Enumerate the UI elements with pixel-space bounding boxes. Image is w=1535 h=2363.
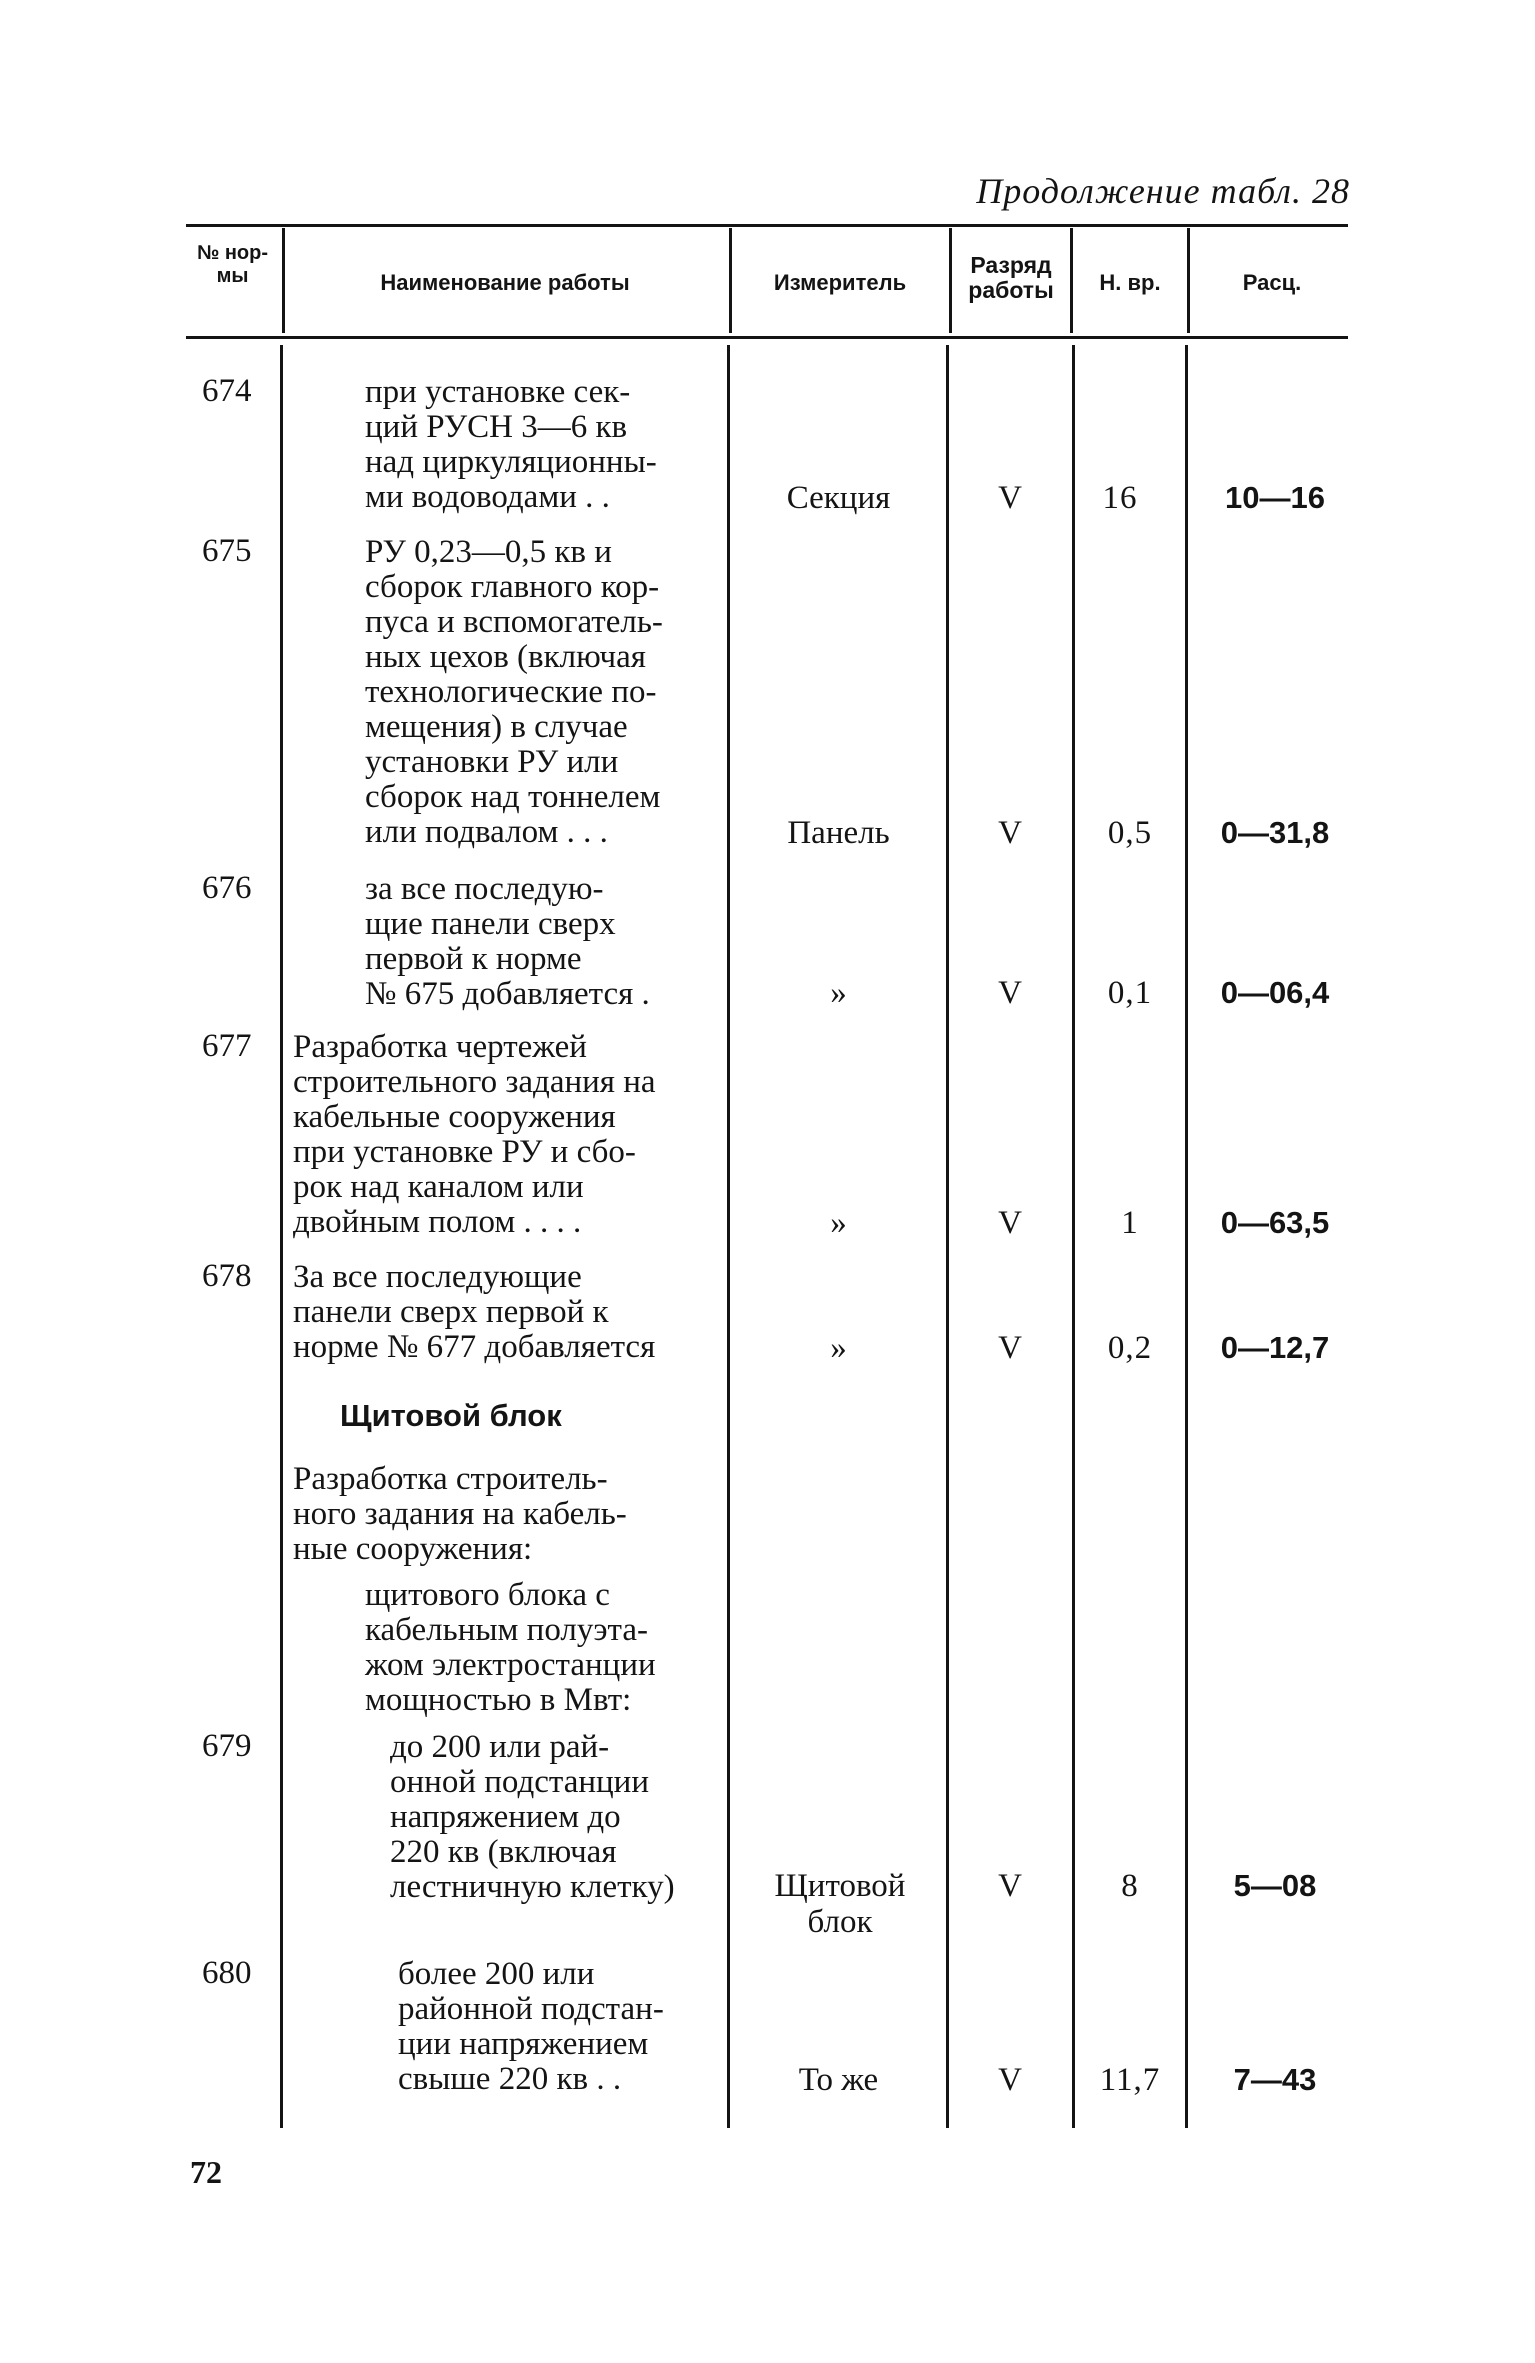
- row-unit: Секция: [786, 480, 891, 516]
- section-title: Щитовой блок: [340, 1398, 562, 1433]
- row-time: 1: [1121, 1205, 1139, 1241]
- row-time: 16: [1102, 480, 1138, 516]
- row-number: 679: [202, 1728, 252, 1764]
- body-divider: [280, 345, 283, 2128]
- row-time: 0,1: [1107, 975, 1153, 1011]
- header-bottom-rule: [186, 336, 1348, 339]
- description-line: кабельные сооружения: [293, 1099, 616, 1135]
- description-line: до 200 или рай-: [390, 1729, 610, 1765]
- description-line: свыше 220 кв . .: [398, 2061, 622, 2097]
- row-rate: 0—31,8: [1220, 815, 1330, 850]
- description-line: ные сооружения:: [293, 1531, 533, 1567]
- description-line: двойным полом . . . .: [293, 1204, 582, 1240]
- description-line: № 675 добавляется .: [365, 976, 650, 1012]
- description-line: 220 кв (включая: [390, 1834, 617, 1870]
- row-time: 8: [1121, 1868, 1139, 1904]
- description-line: или подвалом . . .: [365, 814, 608, 850]
- description-line: За все последующие: [293, 1259, 582, 1295]
- description-line: первой к норме: [365, 941, 582, 977]
- row-rate: 0—12,7: [1220, 1330, 1330, 1365]
- row-unit: »: [830, 975, 847, 1011]
- row-number: 680: [202, 1955, 252, 1991]
- row-number: 676: [202, 870, 252, 906]
- header-divider: [729, 228, 732, 333]
- header-divider: [282, 228, 285, 333]
- body-divider: [1185, 345, 1188, 2128]
- row-grade: V: [998, 2062, 1022, 2098]
- description-line: мещения) в случае: [365, 709, 628, 745]
- row-rate: 7—43: [1233, 2062, 1317, 2097]
- description-line: кабельным полуэта-: [365, 1612, 648, 1648]
- header-top-rule: [186, 224, 1348, 227]
- row-time: 0,2: [1107, 1330, 1153, 1366]
- row-description: [293, 1030, 717, 1240]
- description-line: сборок главного кор-: [365, 569, 660, 605]
- section-subintro: [365, 1578, 717, 1718]
- row-rate: 0—06,4: [1220, 975, 1330, 1010]
- header-rate: Расц.: [1242, 270, 1302, 295]
- header-grade: Разряд работы: [968, 252, 1054, 303]
- row-grade: V: [998, 815, 1022, 851]
- description-line: ми водоводами . .: [365, 479, 610, 515]
- header-no: № нор- мы: [196, 242, 269, 287]
- row-description: [365, 375, 717, 515]
- description-line: Разработка чертежей: [293, 1029, 587, 1065]
- description-line: напряжением до: [390, 1799, 621, 1835]
- description-line: более 200 или: [398, 1956, 595, 1992]
- row-time: 11,7: [1099, 2062, 1161, 2098]
- header-divider: [949, 228, 952, 333]
- description-line: жом электростанции: [365, 1647, 656, 1683]
- row-unit: То же: [798, 2062, 879, 2098]
- row-unit: Панель: [787, 815, 890, 851]
- description-line: щитового блока с: [365, 1577, 610, 1613]
- description-line: установки РУ или: [365, 744, 619, 780]
- description-line: пуса и вспомогатель-: [365, 604, 663, 640]
- header-divider: [1187, 228, 1190, 333]
- description-line: норме № 677 добавляется: [293, 1329, 656, 1365]
- row-unit: »: [830, 1205, 847, 1241]
- row-description: [398, 1957, 717, 2097]
- description-line: рок над каналом или: [293, 1169, 584, 1205]
- description-line: районной подстан-: [398, 1991, 664, 2027]
- description-line: при установке РУ и сбо-: [293, 1134, 636, 1170]
- row-grade: V: [998, 1205, 1022, 1241]
- description-line: онной подстанции: [390, 1764, 649, 1800]
- header-name: Наименование работы: [380, 270, 630, 295]
- row-description: [365, 535, 717, 850]
- description-line: ции напряжением: [398, 2026, 649, 2062]
- description-line: сборок над тоннелем: [365, 779, 661, 815]
- row-unit: »: [830, 1330, 847, 1366]
- description-line: щие панели сверх: [365, 906, 616, 942]
- row-grade: V: [998, 975, 1022, 1011]
- row-rate: 0—63,5: [1220, 1205, 1330, 1240]
- row-number: 674: [202, 373, 252, 409]
- description-line: ций РУСН 3—6 кв: [365, 409, 628, 445]
- description-line: технологические по-: [365, 674, 657, 710]
- row-grade: V: [998, 1868, 1022, 1904]
- row-number: 678: [202, 1258, 252, 1294]
- row-rate: 5—08: [1233, 1868, 1317, 1903]
- header-divider: [1070, 228, 1073, 333]
- description-line: панели сверх первой к: [293, 1294, 609, 1330]
- row-time: 0,5: [1107, 815, 1153, 851]
- row-description: [365, 872, 717, 1012]
- row-number: 675: [202, 533, 252, 569]
- table-caption: Продолжение табл. 28: [976, 171, 1350, 211]
- description-line: строительного задания на: [293, 1064, 656, 1100]
- description-line: лестничную клетку): [390, 1869, 675, 1905]
- row-unit: Щитовой блок: [774, 1868, 906, 1940]
- description-line: Разработка строитель-: [293, 1461, 608, 1497]
- description-line: РУ 0,23—0,5 кв и: [365, 534, 612, 570]
- section-intro: [293, 1462, 717, 1567]
- body-divider: [946, 345, 949, 2128]
- description-line: при установке сек-: [365, 374, 631, 410]
- header-unit: Измеритель: [773, 270, 907, 295]
- row-grade: V: [998, 480, 1022, 516]
- body-divider: [727, 345, 730, 2128]
- row-grade: V: [998, 1330, 1022, 1366]
- row-number: 677: [202, 1028, 252, 1064]
- row-description: [390, 1730, 717, 1905]
- description-line: ного задания на кабель-: [293, 1496, 627, 1532]
- description-line: ных цехов (включая: [365, 639, 646, 675]
- header-time: Н. вр.: [1099, 270, 1161, 295]
- row-description: [293, 1260, 717, 1365]
- description-line: мощностью в Мвт:: [365, 1682, 632, 1718]
- description-line: над циркуляционны-: [365, 444, 657, 480]
- page-number: 72: [190, 2154, 222, 2190]
- description-line: за все последую-: [365, 871, 604, 907]
- row-rate: 10—16: [1225, 480, 1325, 515]
